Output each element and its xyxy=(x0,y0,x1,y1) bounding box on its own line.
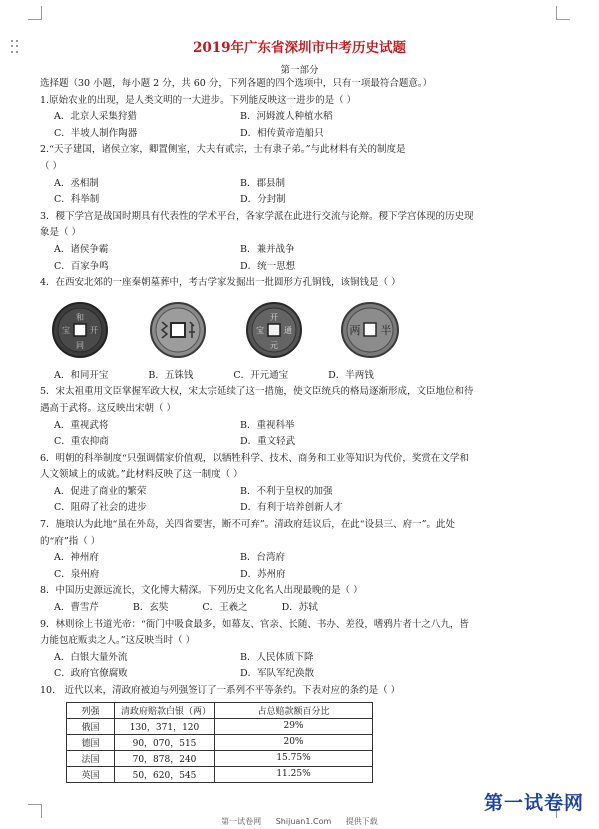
option-c: C．重农抑商 xyxy=(54,436,109,448)
option-b: B．玄奘 xyxy=(132,602,169,614)
option-a: A．北京人采集狩猎 xyxy=(54,111,137,123)
table-cell: 130，371，120 xyxy=(115,718,215,734)
page-footer xyxy=(0,816,599,827)
option-d: D．苏轼 xyxy=(281,602,318,614)
table-header-row xyxy=(67,702,373,718)
coin-d-char-left: 两 xyxy=(349,323,361,337)
coin-a-char-bottom: 同 xyxy=(76,340,84,350)
question-6 xyxy=(40,451,562,517)
option-d: D．军队军纪涣散 xyxy=(240,668,315,680)
option-d: D．分封制 xyxy=(240,194,286,206)
table-cell: 90，070，515 xyxy=(115,734,215,750)
question-stem-cont: 象是（ ） xyxy=(40,227,82,239)
option-row xyxy=(40,126,562,143)
question-stem: 7．施琅认为此地“虽在外岛，关四省要害，断不可弃”。清政府廷议后，在此“设县三、府一”。此处 xyxy=(40,519,455,531)
question-stem-cont: （ ） xyxy=(40,160,63,172)
coin-label-row xyxy=(40,368,562,385)
question-list xyxy=(40,76,562,783)
option-row xyxy=(40,484,562,501)
footer-site-name: 第一试卷网 xyxy=(221,817,262,826)
coin-b-image xyxy=(146,300,242,360)
coin-d-char-right: 半 xyxy=(380,323,392,337)
option-c: C．开元通宝 xyxy=(233,369,289,381)
column-header-indemnity: 清政府赔款白银（两） xyxy=(115,702,215,718)
option-row xyxy=(40,434,562,451)
coin-a-char-top: 和 xyxy=(76,312,84,322)
option-b: B．兼并战争 xyxy=(240,243,295,255)
question-stem: 1.原始农业的出现，是人类文明的一大进步。下列能反映这一进步的是（ ） xyxy=(40,94,357,106)
question-stem: 10． 近代以来，清政府被迫与列强签订了一系列不平等条约。下表对应的条约是（ ） xyxy=(40,685,401,696)
table-row xyxy=(67,734,373,750)
footer-download: 提供下载 xyxy=(345,817,378,826)
option-row xyxy=(40,242,562,259)
option-d: D．半两钱 xyxy=(328,369,374,381)
option-row xyxy=(40,666,562,683)
column-header-percent: 占总赔款额百分比 xyxy=(215,702,373,718)
option-c: C．科举制 xyxy=(54,194,100,206)
coin-image-row xyxy=(40,292,562,368)
question-stem-cont: 遇高于武将。这反映出宋朝（ ） xyxy=(40,402,177,414)
question-stem-cont: 人文领域上的成就。”此材料反映了这一制度（ ） xyxy=(40,469,243,481)
option-row xyxy=(40,567,562,584)
question-10 xyxy=(40,683,562,783)
option-row xyxy=(40,500,562,517)
question-stem: 3．稷下学宫是战国时期具有代表性的学术平台，各家学派在此进行交流与论辩。稷下学宫体现的历史现 xyxy=(40,210,474,222)
table-row xyxy=(67,766,373,782)
option-d: D．苏州府 xyxy=(240,568,286,580)
coin-a-char-left: 宝 xyxy=(62,325,70,335)
option-d: D．统一思想 xyxy=(240,260,296,272)
option-a: A．诸侯争霸 xyxy=(54,243,109,255)
coin-c-char-left: 宝 xyxy=(256,325,264,335)
site-watermark-logo: 第一试卷网 xyxy=(484,792,585,814)
question-stem: 4．在西安北郊的一座秦朝墓葬中，考古学家发掘出一批圆形方孔铜钱，该铜钱是（ ） xyxy=(40,277,401,289)
coin-a-image xyxy=(48,300,144,360)
option-b: B．河姆渡人种植水稻 xyxy=(240,111,333,123)
coin-c-char-bottom: 元 xyxy=(270,340,278,350)
option-a: A．丞相制 xyxy=(54,177,99,189)
option-a: A．曹雪芹 xyxy=(54,602,99,614)
question-stem: 8．中国历史源远流长，文化博大精深。下列历史文化名人出现最晚的是（ ） xyxy=(40,585,363,597)
option-d: D．相传黄帝造船只 xyxy=(240,127,324,139)
question-3 xyxy=(40,209,562,275)
option-d: D．有利于培养创新人才 xyxy=(240,502,343,514)
table-cell: 15.75% xyxy=(215,750,373,766)
table-cell: 德国 xyxy=(67,734,115,750)
option-c: C．阻碍了社会的进步 xyxy=(54,502,147,514)
option-row xyxy=(40,192,562,209)
option-c: C．王羲之 xyxy=(202,602,248,614)
table-cell: 29% xyxy=(215,718,373,734)
option-a: A．白银大量外流 xyxy=(54,651,128,663)
option-row xyxy=(40,418,562,435)
question-7 xyxy=(40,517,562,583)
question-stem-cont: 的“府”指（ ） xyxy=(40,535,101,547)
table-cell: 20% xyxy=(215,734,373,750)
option-row xyxy=(40,109,562,126)
option-row xyxy=(40,550,562,567)
option-row xyxy=(40,176,562,193)
question-stem: 2.“天子建国，诸侯立家，卿置侧室，大夫有贰宗，士有隶子弟。”与此材料有关的制度是 xyxy=(40,144,406,156)
part-heading: 第一部分 xyxy=(280,65,319,76)
coin-d-image xyxy=(338,300,434,360)
table-row xyxy=(67,750,373,766)
option-a: A．和同开宝 xyxy=(54,369,109,381)
question-8 xyxy=(40,583,562,616)
table-row xyxy=(67,718,373,734)
question-1 xyxy=(40,93,562,143)
option-c: C．半坡人制作陶器 xyxy=(54,127,138,139)
option-a: A．促进了商业的繁荣 xyxy=(54,485,147,497)
table-cell: 11.25% xyxy=(215,766,373,782)
reparations-table xyxy=(66,702,373,783)
option-a: A．重视武将 xyxy=(54,419,109,431)
coin-c-char-top: 开 xyxy=(270,312,278,322)
table-cell: 70，878，240 xyxy=(115,750,215,766)
question-4 xyxy=(40,275,562,384)
section-instruction: 选择题（30 小题，每小题 2 分，共 60 分，下列各题的四个选项中，只有一项最符合题意。） xyxy=(40,78,433,89)
option-b: B．人民体质下降 xyxy=(240,651,314,663)
option-b: B．不利于皇权的加强 xyxy=(240,485,333,497)
option-d: D．重文轻武 xyxy=(240,436,296,448)
column-header-power: 列强 xyxy=(67,702,115,718)
footer-site-url[interactable]: Shijuan1.Com xyxy=(275,817,332,826)
option-c: C．百家争鸣 xyxy=(54,260,109,272)
option-c: C．泉州府 xyxy=(54,568,100,580)
option-row xyxy=(40,600,562,617)
document-title: 2019年广东省深圳市中考历史试题 xyxy=(192,40,407,56)
coin-c-image xyxy=(242,300,338,360)
question-stem: 5．宋太祖重用文臣掌握军政大权，宋太宗延续了这一措施，使文臣统兵的格局逐渐形成，文臣地位和待 xyxy=(40,386,474,398)
option-b: B．重视科举 xyxy=(240,419,295,431)
table-cell: 50，620，545 xyxy=(115,766,215,782)
question-9 xyxy=(40,617,562,683)
question-stem: 9．林则徐上书道光帝：“衙门中吸食最多，如幕友、官亲、长随、书办、差役，嗜鸦片者十之八九，皆 xyxy=(40,618,469,630)
table-cell: 俄国 xyxy=(67,718,115,734)
question-2 xyxy=(40,142,562,208)
option-b: B．台湾府 xyxy=(240,552,285,564)
coin-a-char-right: 开 xyxy=(90,325,98,335)
table-cell: 法国 xyxy=(67,750,115,766)
table-cell: 英国 xyxy=(67,766,115,782)
question-5 xyxy=(40,384,562,450)
option-a: A．神州府 xyxy=(54,552,99,564)
option-b: B．郡县制 xyxy=(240,177,285,189)
option-b: B．五铢钱 xyxy=(148,369,194,381)
question-stem: 6．明朝的科举制度“只强调儒家价值观，以牺牲科学、技术、商务和工业等知识为代价，奖赏在文学和 xyxy=(40,452,469,464)
question-stem-cont: 力能包庇贩卖之人。”这反映当时（ ） xyxy=(40,635,196,647)
option-row xyxy=(40,259,562,276)
crop-mark-top-right xyxy=(556,6,570,20)
coin-c-char-right: 通 xyxy=(284,325,292,335)
crop-mark-top-left xyxy=(28,6,42,20)
option-c: C．政府官僚腐败 xyxy=(54,668,128,680)
option-row xyxy=(40,650,562,667)
